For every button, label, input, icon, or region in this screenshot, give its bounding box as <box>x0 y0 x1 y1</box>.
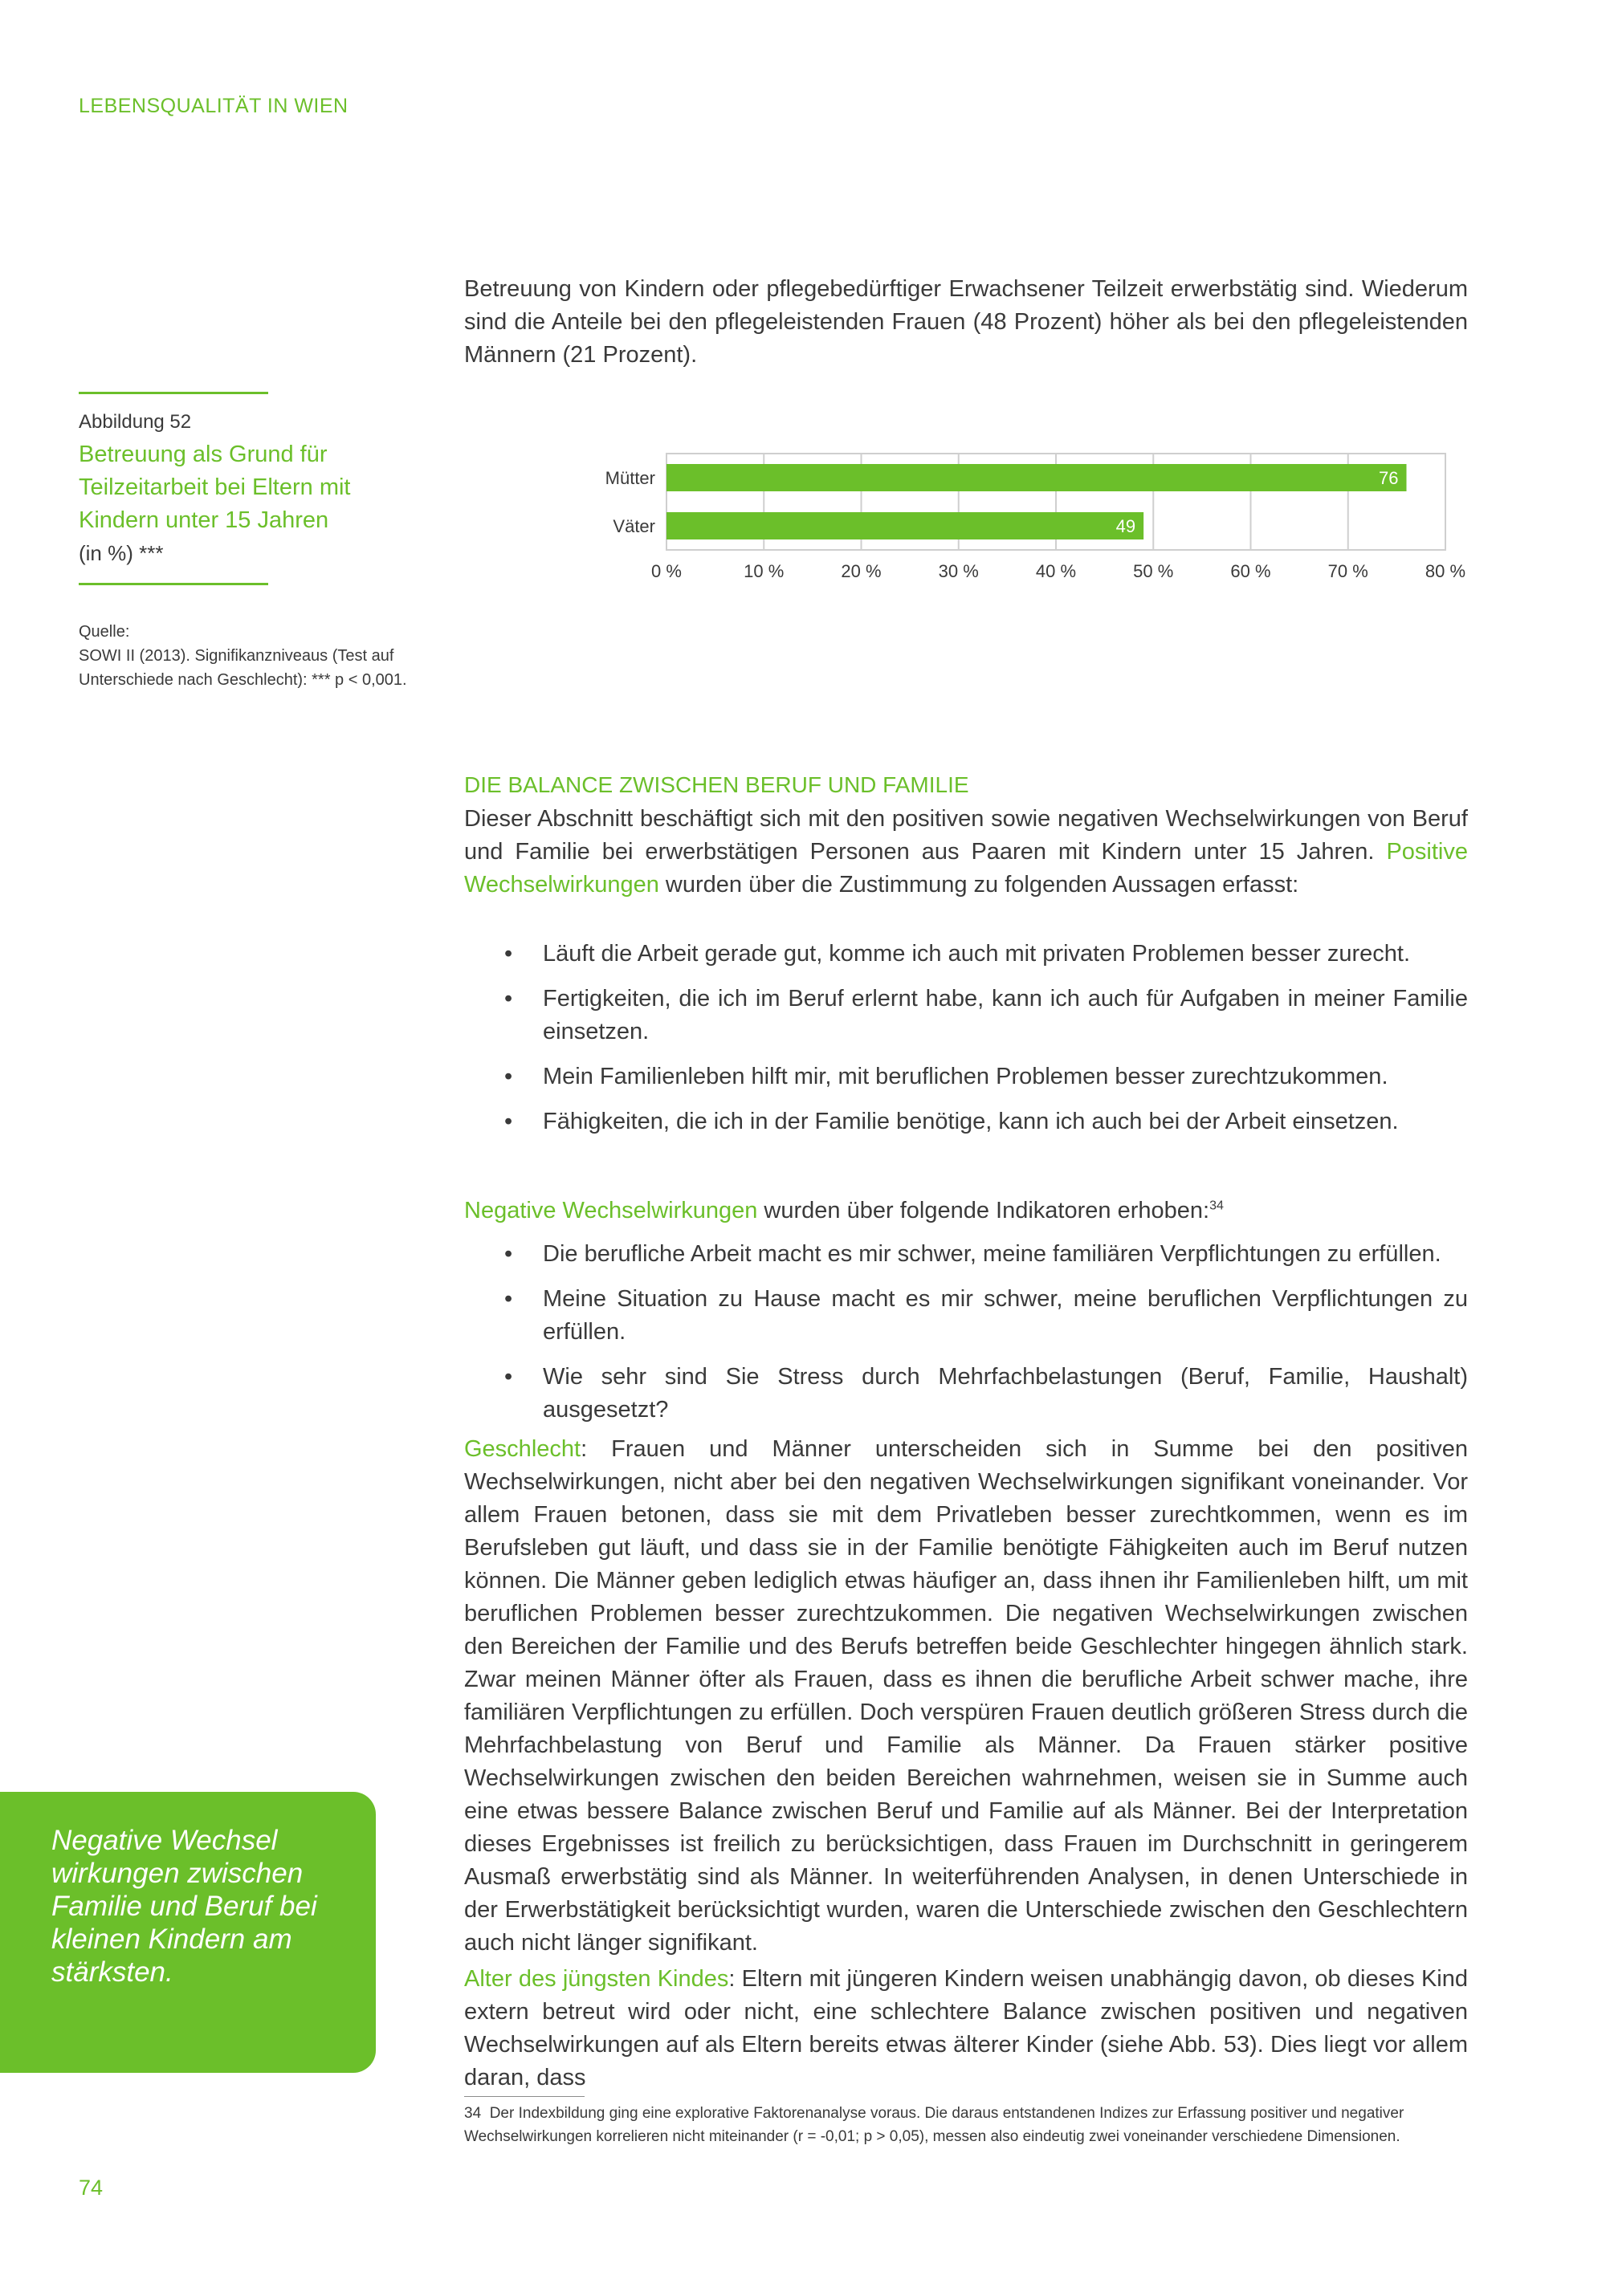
figure-source <box>79 620 416 692</box>
positive-term: Positive Wechselwirkungen <box>464 839 1468 898</box>
bullet-icon: • <box>504 1241 513 1267</box>
x-tick-label: 80 % <box>1425 561 1466 581</box>
alter-text: : Eltern mit jüngeren Kindern weisen unabhängig davon, ob dieses Kind extern betreut wird oder nicht, eine schlechtere Balance zwischen positiven und negativen Wechselwirkungen auf als Eltern bereits etwas älterer Kinder (siehe Abb. 53). Dies liegt vor allem daran, dass <box>464 1966 1468 2090</box>
x-tick-label: 20 % <box>841 561 882 581</box>
list-item <box>464 983 1468 1048</box>
bullet-icon: • <box>504 986 513 1012</box>
figure-unit: (in %) *** <box>79 541 164 565</box>
bullet-icon: • <box>504 1064 513 1089</box>
category-label: Väter <box>613 516 655 536</box>
para1-end: wurden über die Zustimmung zu folgenden Aussagen erfasst: <box>658 872 1299 898</box>
figure-label: Abbildung 52 <box>79 411 192 433</box>
list-item-text: Meine Situation zu Hause macht es mir schwer, meine beruflichen Verpflichtungen zu erfüllen. <box>543 1286 1468 1345</box>
alter-term: Alter des jüngsten Kindes <box>464 1966 729 1992</box>
list-item <box>464 1238 1468 1271</box>
x-tick-label: 40 % <box>1035 561 1077 581</box>
source-text: SOWI II (2013). Signifikanzniveaus (Test auf Unterschiede nach Geschlecht): *** p < 0,001. <box>79 647 407 689</box>
list-item <box>464 1283 1468 1349</box>
list-item-text: Fähigkeiten, die ich in der Familie benötige, kann ich auch bei der Arbeit einsetzen. <box>543 1109 1399 1134</box>
negative-list <box>464 1238 1468 1439</box>
para1-text: Dieser Abschnitt beschäftigt sich mit den positiven sowie negativen Wechselwirkungen von Beruf und Familie bei erwerbstätigen Personen aus Paaren mit Kindern unter 15 Jahren. <box>464 806 1468 865</box>
running-header: LEBENSQUALITÄT IN WIEN <box>79 95 349 117</box>
footnote-text: Der Indexbildung ging eine explorative Faktorenanalyse voraus. Die daraus entstandenen Indizes zur Erfassung positiver und negativer Wechselwirkungen korrelieren nicht miteinander (r = -0,01; p > 0,05), messen also eindeutig zwei voneinander verschiedene Dimensionen. <box>464 2105 1404 2145</box>
category-label: Mütter <box>605 468 655 488</box>
geschlecht-text: : Frauen und Männer unterscheiden sich in Summe bei den positiven Wechselwirkungen, nicht aber bei den negativen Wechselwirkungen signifikant voneinander. Vor allem Frauen betonen, dass sie mit dem Privatleben besser zurechtkommen, wenn es im Berufsleben gut läuft, und dass sie in der Familie benötigte Fähigkeiten auch im Beruf nutzen können. Die Männer geben lediglich etwas häufiger an, dass ihnen ihr Familienleben hilft, um mit beruflichen Problemen besser zurechtzukommen. Die negativen Wechselwirkungen zwischen den Bereichen der Familie und des Berufs betreffen beide Geschlechter hingegen ähnlich stark. Zwar meinen Männer öfter als Frauen, dass es ihnen die berufliche Arbeit schwer mache, ihre familiären Verpflichtungen zu erfüllen. Doch verspüren Frauen deutlich größeren Stress durch die Mehrfachbelastung von Beruf und Familie als Männer. Da Frauen stärker positive Wechselwirkungen zwischen den beiden Bereichen wahrnehmen, weisen sie in Summe auch eine etwas bessere Balance zwischen Beruf und Familie auf als Männer. Bei der Interpretation dieses Ergebnisses ist freilich zu berücksichtigen, dass Frauen im Durchschnitt in geringerem Ausmaß erwerbstätig sind als Männer. In weiterführenden Analysen, in denen Unterschiede in der Erwerbstätigkeit berücksichtigt wurden, waren die Unterschiede zwischen den Geschlechtern auch nicht länger signifikant. <box>464 1436 1468 1956</box>
bullet-icon: • <box>504 1364 513 1390</box>
x-tick-label: 30 % <box>938 561 979 581</box>
source-label: Quelle: <box>79 623 130 641</box>
bullet-icon: • <box>504 1286 513 1312</box>
list-item-text: Mein Familienleben hilft mir, mit beruflichen Problemen besser zurechtzukommen. <box>543 1064 1388 1089</box>
section-heading: DIE BALANCE ZWISCHEN BERUF UND FAMILIE <box>464 772 969 797</box>
figure-title: Betreuung als Grund für Teilzeitarbeit bei Eltern mit Kindern unter 15 Jahren <box>79 442 351 533</box>
x-tick-label: 10 % <box>744 561 785 581</box>
section-paragraph <box>464 803 1468 902</box>
callout-box <box>0 1792 376 2073</box>
bar-chart-svg <box>578 446 1469 586</box>
geschlecht-paragraph <box>464 1433 1468 1960</box>
footnote-rule <box>464 2096 585 2097</box>
figure-rule-top <box>79 392 268 394</box>
list-item-text: Fertigkeiten, die ich im Beruf erlernt habe, kann ich auch für Aufgaben in meiner Familie einsetzen. <box>543 986 1468 1044</box>
alter-paragraph <box>464 1963 1468 2094</box>
list-item-text: Die berufliche Arbeit macht es mir schwer, meine familiären Verpflichtungen zu erfüllen. <box>543 1241 1441 1267</box>
negative-term: Negative Wechselwirkungen <box>464 1198 758 1223</box>
list-item <box>464 1060 1468 1093</box>
list-item <box>464 1361 1468 1427</box>
list-item <box>464 938 1468 971</box>
footnote-number: 34 <box>464 2105 482 2122</box>
callout-text: Negative Wechsel wirkungen zwischen Familie und Beruf bei kleinen Kindern am stärksten. <box>51 1825 317 1988</box>
figure-rule-bottom <box>79 583 268 585</box>
bar <box>666 512 1143 539</box>
intro-paragraph: Betreuung von Kindern oder pflegebedürftiger Erwachsener Teilzeit erwerbstätig sind. Wiederum sind die Anteile bei den pflegeleistenden Frauen (48 Prozent) höher als bei den pflegeleistenden Männern (21 Prozent). <box>464 276 1468 368</box>
list-item-text: Wie sehr sind Sie Stress durch Mehrfachbelastungen (Beruf, Familie, Haushalt) ausgesetzt? <box>543 1364 1468 1423</box>
bullet-icon: • <box>504 941 513 967</box>
footnote <box>464 2102 1468 2148</box>
x-tick-label: 0 % <box>651 561 682 581</box>
page-number: 74 <box>79 2176 104 2200</box>
bullet-icon: • <box>504 1109 513 1134</box>
list-item <box>464 1105 1468 1138</box>
bar-chart <box>578 446 1469 586</box>
bar-value-label: 49 <box>1115 516 1136 536</box>
negative-intro-text: wurden über folgende Indikatoren erhoben: <box>757 1198 1210 1223</box>
positive-list <box>464 938 1468 1150</box>
negative-intro <box>464 1195 1468 1227</box>
geschlecht-term: Geschlecht <box>464 1436 581 1462</box>
x-tick-label: 50 % <box>1133 561 1174 581</box>
list-item-text: Läuft die Arbeit gerade gut, komme ich auch mit privaten Problemen besser zurecht. <box>543 941 1411 967</box>
bar-value-label: 76 <box>1379 468 1399 488</box>
footnote-ref: 34 <box>1209 1199 1224 1213</box>
bar <box>666 464 1407 491</box>
x-tick-label: 70 % <box>1327 561 1368 581</box>
x-tick-label: 60 % <box>1230 561 1271 581</box>
